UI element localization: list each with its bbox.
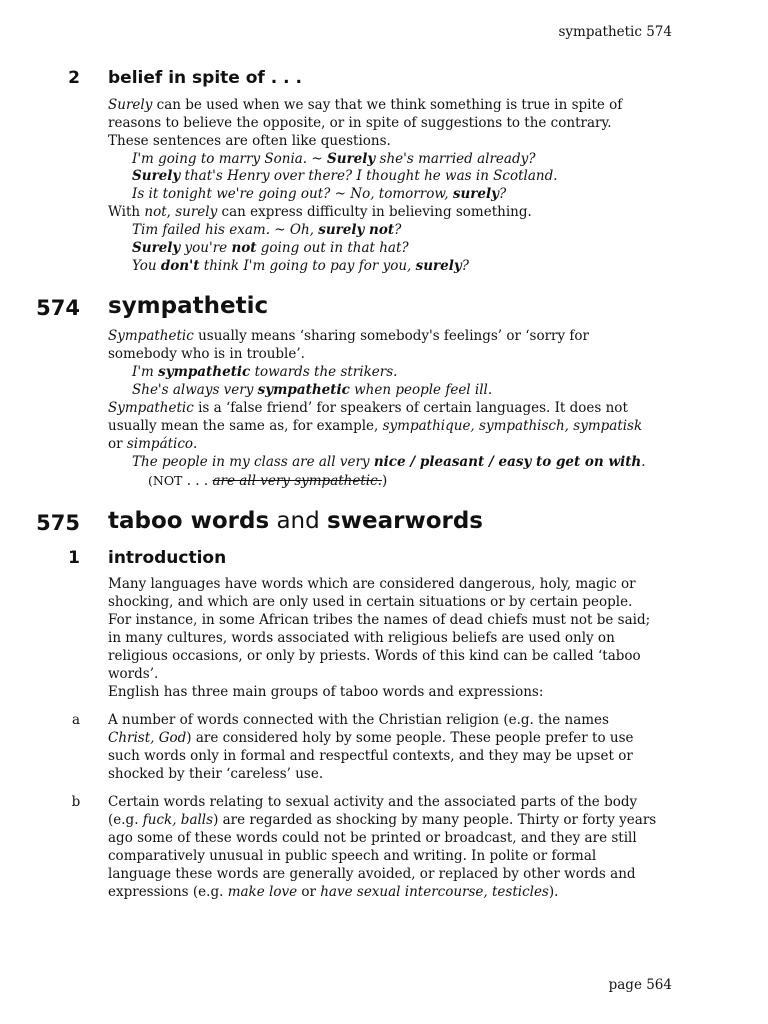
subsection-number: 1 [68, 548, 80, 568]
subsection-title: introduction [108, 548, 227, 568]
body-line: somebody who is in trouble’. [108, 346, 305, 362]
not-correction-line: (NOT . . . are all very sympathetic.) [148, 473, 388, 489]
body-line: A number of words connected with the Christian religion (e.g. the names [108, 712, 609, 728]
body-line: Sympathetic is a ‘false friend’ for speakers of certain languages. It does not [108, 400, 628, 416]
body-line: shocking, and which are only used in certain situations or by certain people. [108, 594, 633, 610]
body-line: or simpático. [108, 436, 198, 452]
body-line: such words only in formal and respectful contexts, and they may be upset or [108, 748, 633, 764]
body-line: language these words are generally avoided, or replaced by other words and [108, 866, 636, 882]
body-line: expressions (e.g. make love or have sexual intercourse, testicles). [108, 884, 559, 900]
body-line: Sympathetic usually means ‘sharing somebody's feelings’ or ‘sorry for [108, 328, 589, 344]
body-line: comparatively unusual in public speech and writing. In polite or formal [108, 848, 597, 864]
subsection-number: 2 [68, 68, 80, 88]
body-line: words’. [108, 666, 159, 682]
body-line: Many languages have words which are considered dangerous, holy, magic or [108, 576, 636, 592]
body-line: usually mean the same as, for example, sympathique, sympathisch, sympatisk [108, 418, 643, 434]
body-line: religious occasions, or only by priests. Words of this kind can be called ‘taboo [108, 648, 641, 664]
body-line: ago some of these words could not be printed or broadcast, and they are still [108, 830, 637, 846]
body-line: reasons to believe the opposite, or in spite of suggestions to the contrary. [108, 115, 612, 131]
body-line: in many cultures, words associated with religious beliefs are used only on [108, 630, 615, 646]
item-label-b: b [71, 794, 81, 810]
body-line: These sentences are often like questions. [108, 133, 391, 149]
example-line: Tim failed his exam. ~ Oh, surely not? [132, 222, 402, 238]
example-line: Surely you're not going out in that hat? [132, 240, 409, 256]
example-line: She's always very sympathetic when people feel ill. [132, 382, 493, 398]
body-line: shocked by their ‘careless’ use. [108, 766, 324, 782]
body-line: For instance, in some African tribes the names of dead chiefs must not be said; [108, 612, 651, 628]
running-head: sympathetic 574 [558, 24, 672, 40]
example-line: I'm sympathetic towards the strikers. [132, 364, 398, 380]
entry-title: taboo words and swearwords [108, 508, 483, 534]
body-line: (e.g. fuck, balls) are regarded as shocking by many people. Thirty or forty years [108, 812, 657, 828]
body-line: Christ, God) are considered holy by some people. These people prefer to use [108, 730, 634, 746]
entry-number: 574 [36, 296, 80, 320]
entry-number: 575 [36, 511, 80, 535]
example-line: I'm going to marry Sonia. ~ Surely she's married already? [132, 151, 536, 167]
page-footer: page 564 [608, 977, 672, 993]
body-line: English has three main groups of taboo words and expressions: [108, 684, 544, 700]
example-line: You don't think I'm going to pay for you, surely? [132, 258, 469, 274]
body-line: Certain words relating to sexual activity and the associated parts of the body [108, 794, 638, 810]
body-line: Surely can be used when we say that we think something is true in spite of [108, 97, 623, 113]
body-line: With not, surely can express difficulty in believing something. [108, 204, 532, 220]
example-line: Is it tonight we're going out? ~ No, tomorrow, surely? [132, 186, 507, 202]
example-line: The people in my class are all very nice / pleasant / easy to get on with. [132, 454, 646, 470]
entry-title: sympathetic [108, 293, 269, 319]
example-line: Surely that's Henry over there? I thought he was in Scotland. [132, 168, 558, 184]
item-label-a: a [71, 712, 81, 728]
subsection-title: belief in spite of . . . [108, 68, 302, 88]
